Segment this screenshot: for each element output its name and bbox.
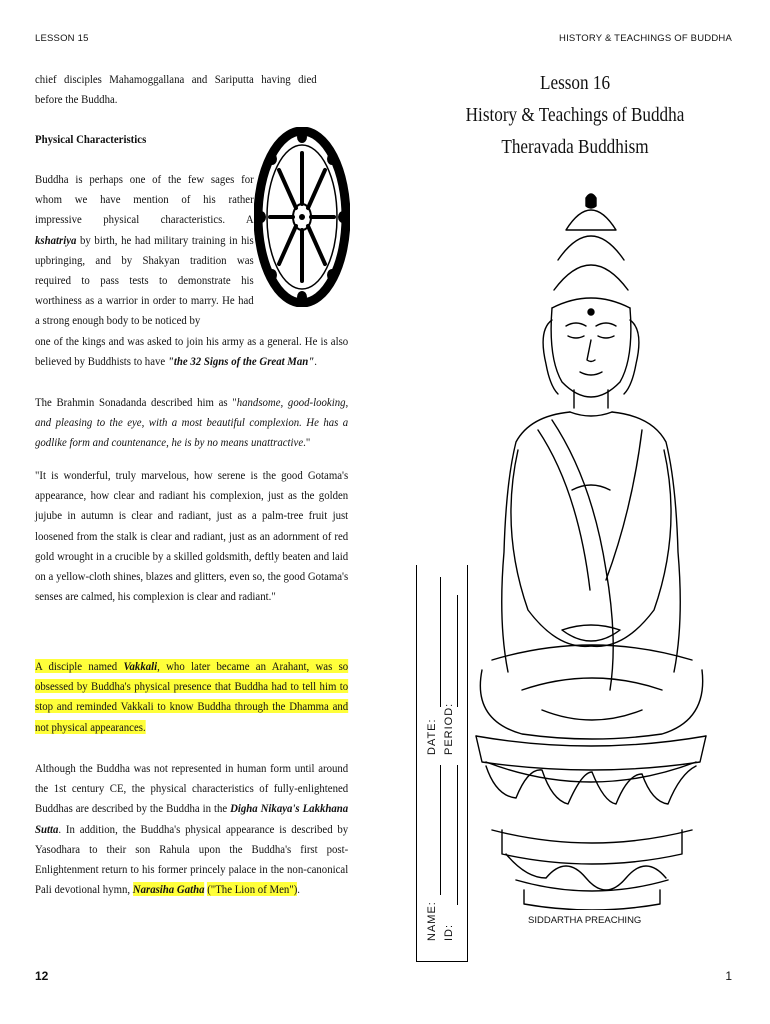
dharma-wheel-icon [254, 127, 350, 307]
period-field[interactable] [457, 595, 458, 707]
lesson-subtitle: History & Teachings of Buddha [465, 105, 685, 126]
name-field[interactable] [440, 765, 441, 895]
kshatriya-term: kshatriya [35, 232, 77, 247]
id-label: ID: [443, 923, 455, 941]
sonadanda-paragraph: The Brahmin Sonadanda described him as "handsome, good-looking, and pleasing to the eye, with a most beautiful complexion. He has a godlike form and countenance, he is by no means unattractive." [35, 395, 349, 450]
id-field[interactable] [457, 765, 458, 905]
intro-paragraph: chief disciples Mahamoggallana and Sariputta having died before the Buddha. [35, 72, 317, 107]
lesson-title: Lesson 16 [539, 73, 611, 94]
header-right: HISTORY & TEACHINGS OF BUDDHA [559, 33, 732, 44]
vakkali-paragraph: A disciple named Vakkali, who later became an Arahant, was so obsessed by Buddha's physical presence that Buddha had to tell him to stop and reminded Vakkali to know Buddha through the Dhamma and not physical appearances. [35, 659, 349, 734]
date-label: DATE: [426, 718, 438, 755]
gotama-quote-paragraph: "It is wonderful, truly marvelous, how serene is the good Gotama's appearance, how clear and radiant his complexion, just as the golden jujube in autumn is clear and radiant, just as a palm-tree fruit just loosened from the stalk is clear and radiant, just as an adornment of red gold wrought in a crucible by a skilled goldsmith, deftly beaten and laid on a yellow-cloth shines, blazes and glitters, even so, the good Gotama's senses are calmed, his complexion is clear and radiant." [35, 468, 349, 604]
name-label: NAME: [426, 901, 438, 941]
physical-paragraph-end: one of the kings and was asked to join his army as a general. He is also believed by Buddhists to have "the 32 Signs of the Great Man". [35, 334, 349, 369]
student-info-strip [416, 565, 468, 962]
physical-paragraph: Buddha is perhaps one of the few sages for whom we have mention of his rather impressive physical characteristics. A kshatriya by birth, he had military training in his upbringing, and by Shakyan tradition was required to pass tests to demonstrate his worthiness as a warrior in order to marry. He had a strong enough body to be noticed by [35, 172, 254, 328]
representation-paragraph: Although the Buddha was not represented in human form until around the 1st century CE, the physical characteristics of fully-enlightened Buddhas are described by the Buddha in the Digha Nikaya's Lakkhana Sutta. In addition, the Buddha's physical appearance is described by Yasodhara to their son Rahula upon the Buddha's first post-Enlightenment return to his former princely palace in the non-canonical Pali devotional hymn, Narasiha Gatha ("The Lion of Men"). [35, 761, 349, 897]
page-number-right: 1 [725, 969, 732, 983]
section-heading: Physical Characteristics [35, 132, 147, 146]
header-left: LESSON 15 [35, 33, 89, 44]
buddha-illustration [462, 190, 720, 910]
period-label: PERIOD: [443, 702, 455, 755]
page-number-left: 12 [35, 969, 49, 983]
date-field[interactable] [440, 577, 441, 707]
illustration-caption: SIDDARTHA PREACHING [528, 915, 642, 926]
lesson-topic: Theravada Buddhism [501, 137, 649, 158]
